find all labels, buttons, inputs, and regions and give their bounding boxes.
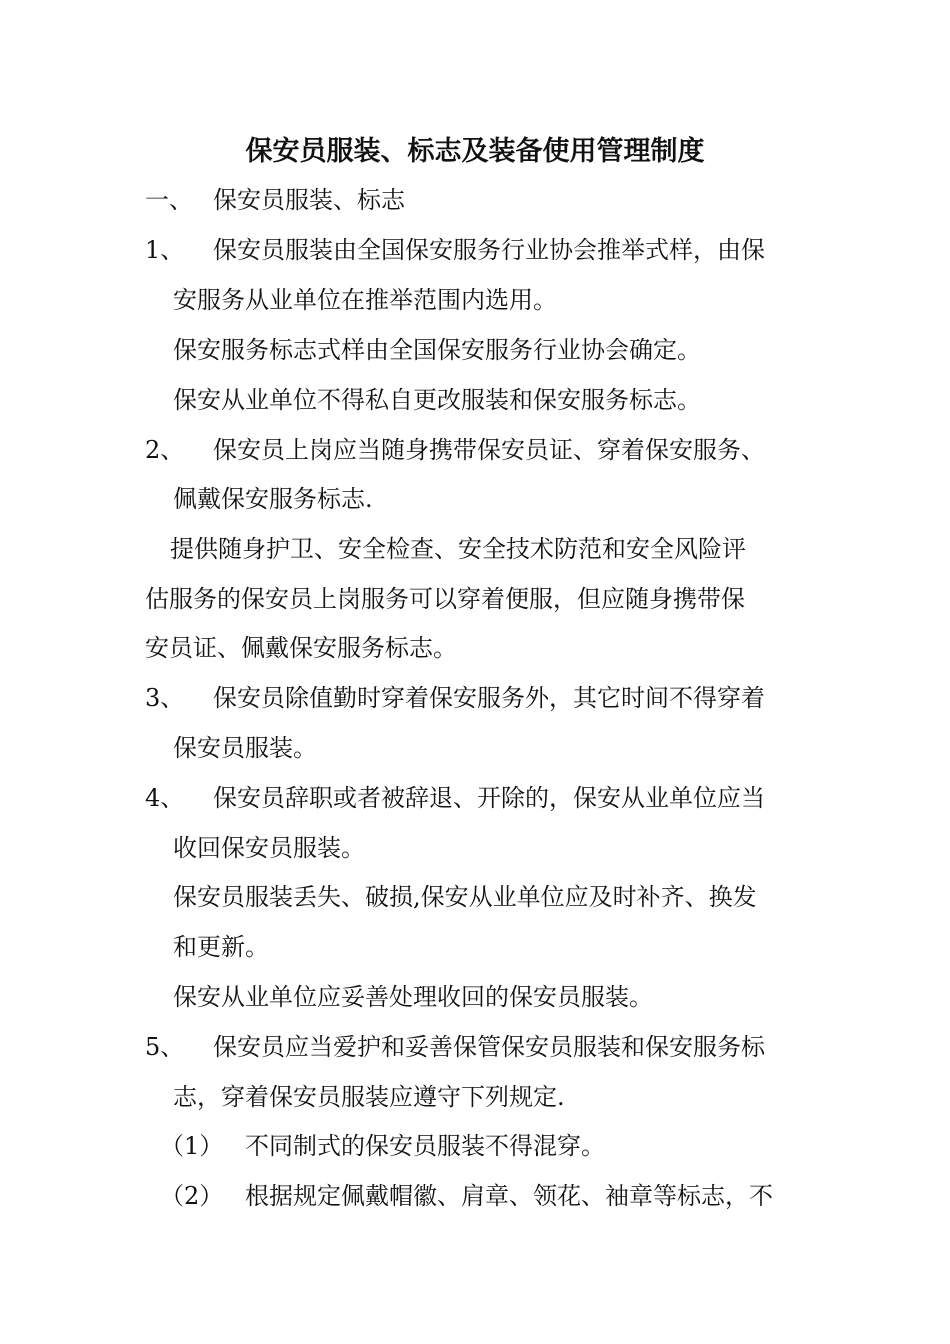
paragraph-line: 保安员应当爱护和妥善保管保安员服装和保安服务标 xyxy=(213,1033,765,1061)
subitem-text: 根据规定佩戴帽徽、肩章、领花、袖章等标志，不 xyxy=(245,1182,773,1210)
paragraph-line: 安服务从业单位在推举范围内选用。 xyxy=(173,286,557,314)
paragraph-line: 保安员服装由全国保安服务行业协会推举式样，由保 xyxy=(213,236,765,264)
paragraph-line: 佩戴保安服务标志. xyxy=(173,485,373,513)
document-title: 保安员服装、标志及装备使用管理制度 xyxy=(245,136,705,167)
item-marker: 2、 xyxy=(145,436,185,464)
item-marker: 1、 xyxy=(145,236,185,264)
paragraph-line: 保安员除值勤时穿着保安服务外，其它时间不得穿着 xyxy=(213,684,765,712)
item-marker: 3、 xyxy=(145,684,185,712)
paragraph-line: 估服务的保安员上岗服务可以穿着便服，但应随身携带保 xyxy=(145,585,745,613)
subitem-marker: （2） xyxy=(160,1182,224,1210)
subitem-text: 不同制式的保安员服装不得混穿。 xyxy=(245,1132,605,1160)
paragraph-line: 保安员辞职或者被辞退、开除的，保安从业单位应当 xyxy=(213,784,765,812)
paragraph-line: 保安从业单位应妥善处理收回的保安员服装。 xyxy=(173,983,653,1011)
paragraph-line: 收回保安员服装。 xyxy=(173,834,365,862)
paragraph-line: 保安从业单位不得私自更改服装和保安服务标志。 xyxy=(173,386,701,414)
paragraph-line: 保安员服装丢失、破损,保安从业单位应及时补齐、换发 xyxy=(173,883,757,911)
paragraph-line: 保安员上岗应当随身携带保安员证、穿着保安服务、 xyxy=(213,436,765,464)
paragraph-line: 安员证、佩戴保安服务标志。 xyxy=(145,634,457,662)
section-heading: 保安员服装、标志 xyxy=(213,186,405,214)
subitem-marker: （1） xyxy=(160,1132,224,1160)
item-marker: 5、 xyxy=(145,1033,185,1061)
paragraph-line: 志，穿着保安员服装应遵守下列规定. xyxy=(173,1083,565,1111)
section-marker: 一、 xyxy=(145,186,193,214)
paragraph-line: 和更新。 xyxy=(173,933,269,961)
paragraph-line: 保安员服装。 xyxy=(173,734,317,762)
item-marker: 4、 xyxy=(145,784,185,812)
paragraph-line: 提供随身护卫、安全检查、安全技术防范和安全风险评 xyxy=(170,535,746,563)
paragraph-line: 保安服务标志式样由全国保安服务行业协会确定。 xyxy=(173,336,701,364)
